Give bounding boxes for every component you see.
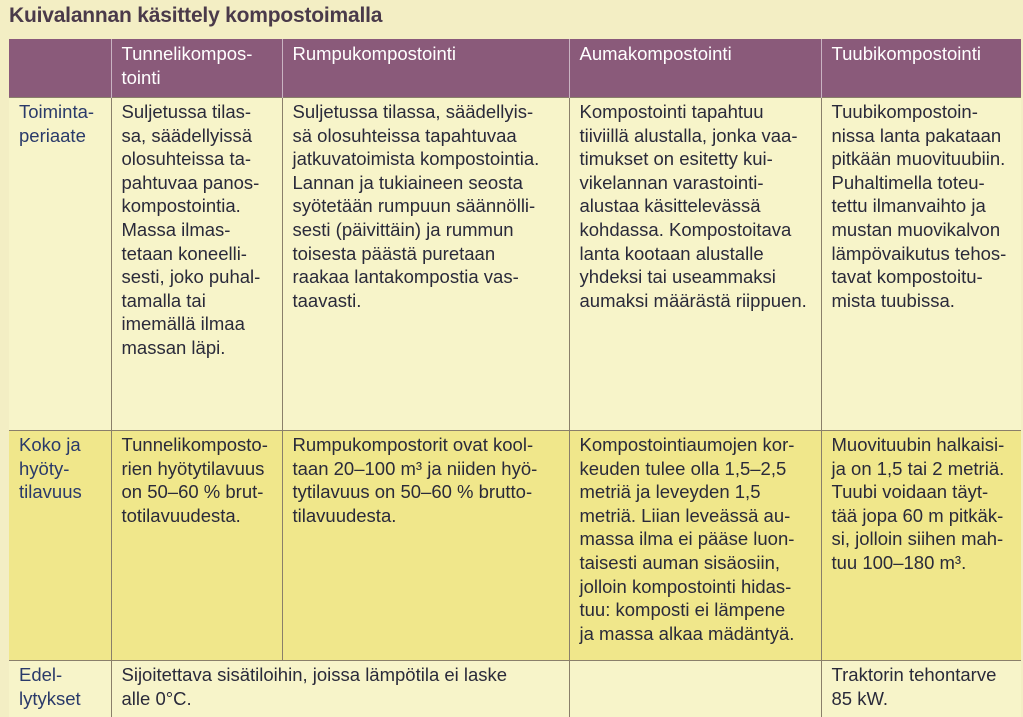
compost-table <box>9 39 1021 717</box>
page-title: Kuivalannan käsittely kompostoimalla <box>9 4 383 27</box>
header-row <box>9 39 1021 98</box>
header-cell-tube: Tuubikompostointi <box>821 39 1021 98</box>
row-label-principle: Toiminta- periaate <box>9 98 111 431</box>
cell-size-windrow: Kompostointiaumojen kor- keuden tulee olla 1,5–2,5 metriä ja leveyden 1,5 metriä. Liian leveässä au- massa ilma ei pääse luon- taisesti auman sisäosiin, jolloin kompostointi hidas- tuu: komposti ei lämpene ja massa alkaa mädäntyä. <box>569 431 821 661</box>
cell-principle-tube: Tuubikompostoin- nissa lanta pakataan pitkään muovituubiin. Puhaltimella toteu- tettu ilmanvaihto ja mustan muovikalvon lämpövaikutus tehos- tavat kompostoitu- mista tuubissa. <box>821 98 1021 431</box>
cell-size-tube: Muovituubin halkaisi- ja on 1,5 tai 2 metriä. Tuubi voidaan täyt- tää jopa 60 m pitkäk- si, jolloin siihen mah- tuu 100–180 m³. <box>821 431 1021 661</box>
table-row-requirements <box>9 661 1021 717</box>
header-cell-tunnel: Tunnelikompos- tointi <box>111 39 282 98</box>
table-row-size <box>9 431 1021 661</box>
cell-principle-windrow: Kompostointi tapahtuu tiiviillä alustalla, jonka vaa- timukset on esitetty kui- vikelannan varastointi- alustaa käsittelevässä kohdassa. Kompostoitava lanta kootaan alustalle yhdeksi tai useammaksi aumaksi määrästä riippuen. <box>569 98 821 431</box>
row-label-size: Koko ja hyöty- tilavuus <box>9 431 111 661</box>
cell-requirements-tube: Traktorin tehontarve 85 kW. <box>821 661 1021 717</box>
cell-requirements-windrow <box>569 661 821 717</box>
header-cell-windrow: Aumakompostointi <box>569 39 821 98</box>
table-row-principle <box>9 98 1021 431</box>
header-cell-blank <box>9 39 111 98</box>
cell-size-tunnel: Tunnelikomposto- rien hyötytilavuus on 50–60 % brut- totilavuudesta. <box>111 431 282 661</box>
cell-requirements-indoor: Sijoitettava sisätiloihin, joissa lämpötila ei laske alle 0°C. <box>111 661 569 717</box>
header-cell-drum: Rumpukompostointi <box>282 39 569 98</box>
cell-principle-drum: Suljetussa tilassa, säädellyis- sä olosuhteissa tapahtuvaa jatkuvatoimista kompostointia. Lannan ja tukiaineen seosta syötetään rumpuun säännölli- sesti (päivittäin) ja rummun toisesta päästä puretaan raakaa lantakompostia vas- taavasti. <box>282 98 569 431</box>
row-label-requirements: Edel- lytykset <box>9 661 111 717</box>
cell-principle-tunnel: Suljetussa tilas- sa, säädellyissä olosuhteissa ta- pahtuvaa panos- kompostointia. Massa ilmas- tetaan koneelli- sesti, joko puhal- tamalla tai imemällä ilmaa massan läpi. <box>111 98 282 431</box>
cell-size-drum: Rumpukompostorit ovat kool- taan 20–100 m³ ja niiden hyö- tytilavuus on 50–60 % brutto- tilavuudesta. <box>282 431 569 661</box>
